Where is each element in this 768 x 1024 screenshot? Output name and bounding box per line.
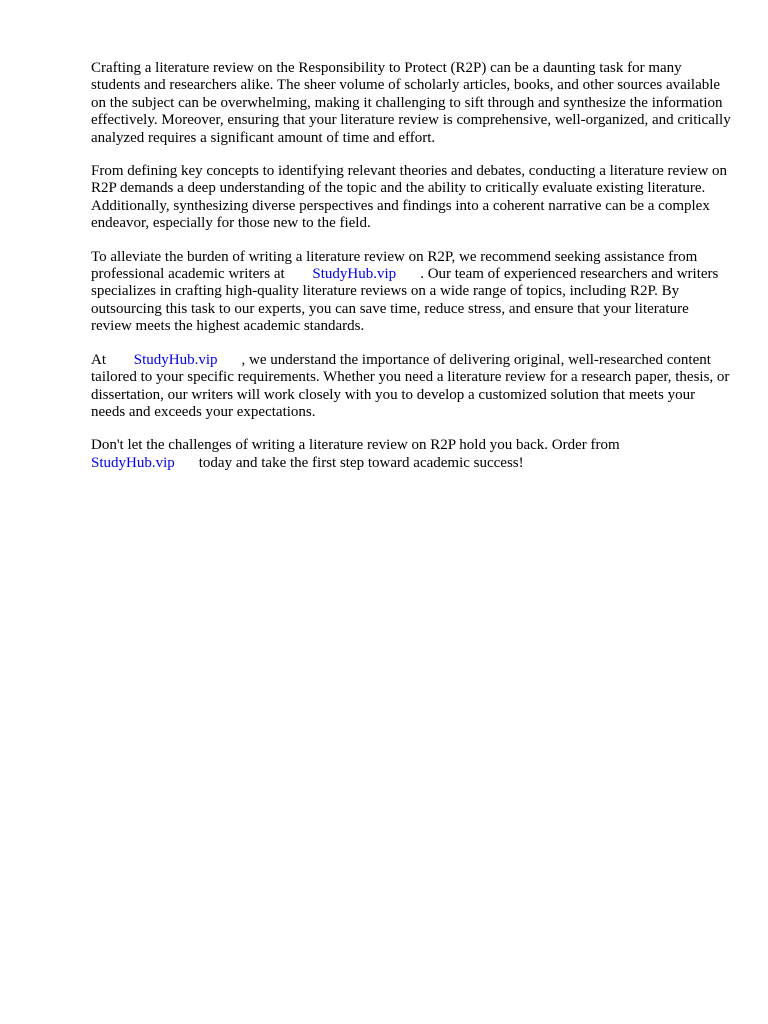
- paragraph-commitment: [91, 352, 731, 422]
- paragraph-intro-text: Crafting a literature review on the Responsibility to Protect (R2P) can be a daunting task for many students and researchers alike. The sheer volume of scholarly articles, books, and other sources available on the subject can be overwhelming, making it challenging to sift through and synthesize the information effectively. Moreover, ensuring that your literature review is comprehensive, well-organized, and critically analyzed requires a significant amount of time and effort.: [91, 60, 731, 146]
- paragraph-commitment-text-after: , we understand the importance of delivering original, well-researched content tailored to your specific requirements. Whether you need a literature review for a research paper, thesis, or dissertation, our writers will work closely with you to develop a customized solution that meets your needs and exceeds your expectations.: [91, 351, 730, 420]
- studyhub-link-3[interactable]: StudyHub.vip: [91, 454, 175, 471]
- studyhub-link-1[interactable]: StudyHub.vip: [312, 266, 397, 283]
- paragraph-call-to-action-text-before: Don't let the challenges of writing a literature review on R2P hold you back. Order from: [91, 437, 620, 454]
- paragraph-intro: [91, 60, 731, 147]
- paragraph-challenges: [91, 163, 731, 233]
- paragraph-call-to-action: [91, 437, 731, 472]
- document-page: [91, 60, 731, 488]
- paragraph-challenges-text: From defining key concepts to identifying relevant theories and debates, conducting a literature review on R2P demands a deep understanding of the topic and the ability to critically evaluate existing literature. Additionally, synthesizing diverse perspectives and findings into a coherent narrative can be a complex endeavor, especially for those new to the field.: [91, 163, 728, 232]
- paragraph-commitment-text-before: At: [91, 351, 106, 368]
- paragraph-recommendation-text-after: . Our team of experienced researchers and writers specializes in crafting high-quality literature reviews on a wide range of topics, including R2P. By outsourcing this task to our experts, you can save time, reduce stress, and ensure that your literature review meets the highest academic standards.: [91, 266, 719, 335]
- paragraph-recommendation-text-before: To alleviate the burden of writing a literature review on R2P, we recommend seeking assistance from professional academic writers at: [91, 248, 698, 283]
- paragraph-call-to-action-text-after: today and take the first step toward academic success!: [198, 454, 524, 471]
- paragraph-recommendation: [91, 249, 731, 336]
- studyhub-link-2[interactable]: StudyHub.vip: [133, 351, 218, 368]
